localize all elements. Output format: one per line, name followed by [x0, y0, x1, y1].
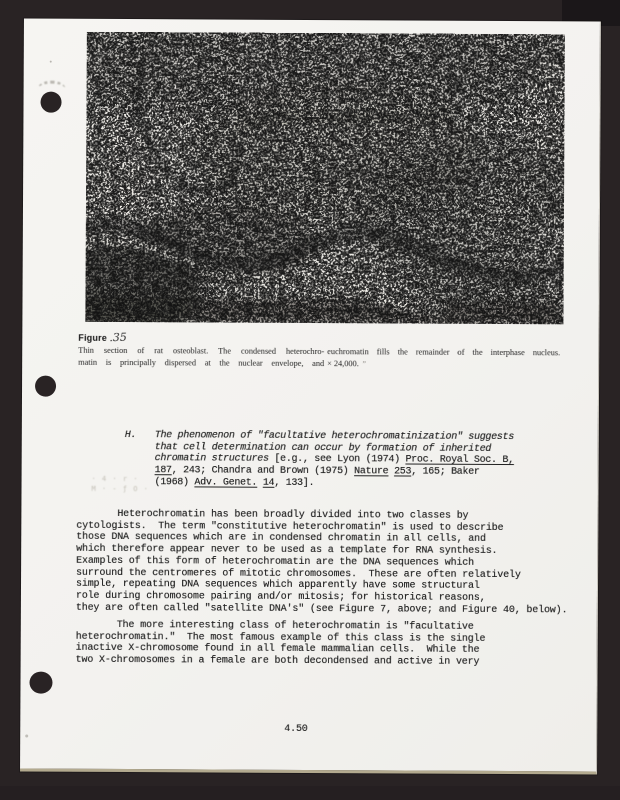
figure-number-handwritten: .35 — [108, 330, 127, 345]
paragraph-constitutive-heterochromatin: Heterochromatin has been broadly divided into two classes by cytologists. The term "constitutive heterochromatin" is used to describe those DNA sequences which are in condensed chromatin in all cells, and which therefore appear never to be used as a template for RNA synthesis. Examples of this form of heterochromatin are the DNA sequences which surround the centromeres of mitotic chromosomes. These are often relatively simple, repeating DNA sequences which apparently have some structural role during chromosome pairing and/or mitosis; for historical reasons, they are often called "satellite DNA's" (see Figure 7, above; and Figure 40, below). — [75, 508, 568, 616]
paper-speck — [50, 61, 52, 63]
pencil-marks — [91, 474, 148, 494]
document-page — [20, 18, 601, 774]
hole-punch-middle — [35, 376, 56, 397]
figure-label: Figure — [78, 332, 108, 343]
hole-punch-top — [40, 92, 61, 113]
electron-micrograph-image — [85, 32, 565, 324]
scanner-edge-shadow — [0, 786, 620, 800]
figure-caption — [78, 328, 560, 372]
hole-punch-bottom — [29, 672, 52, 694]
page-number: 4.50 — [284, 723, 308, 735]
caption-text: Thin section of rat osteoblast. The condensed heterochro- — [78, 345, 325, 357]
figure-title — [78, 328, 560, 344]
paper-speck — [25, 735, 28, 738]
pencil-mark-line: M · - ƒ O · — [91, 484, 149, 494]
caption-column-left — [78, 345, 324, 370]
section-h-text: The phenomenon of "facultative heterochromatinization" suggests that cell determination can occur by formation of inherited chromatin structures [e.g., see Lyon (1974) Proc. Royal Soc. B, 187, 243; Chandra and Brown (1975) Nature 253, 165; Baker (1968) Adv. Genet. 14, 133]. — [154, 430, 514, 489]
caption-text: matin is principally dispersed at the nuclear envelope, and — [78, 357, 325, 369]
magnification-value: × 24,000. — [327, 359, 359, 369]
paragraph-facultative-heterochromatin: The more interesting class of heterochromatin is "facultative heterochromatin." The most famous example of this class is the single inactive X-chromosome found in all female mammalian cells. While the two X-chromosomes in a female are both decondensed and active in very — [75, 619, 486, 668]
section-h — [125, 430, 555, 491]
caption-column-right — [327, 346, 560, 371]
caption-text: euchromatin fills the remainder of the interphase nucleus. — [327, 347, 561, 358]
handwritten-mark: ’’ — [361, 360, 366, 369]
section-h-label: H. — [124, 430, 137, 442]
pencil-mark-line: · 4 · r · — [91, 474, 139, 484]
